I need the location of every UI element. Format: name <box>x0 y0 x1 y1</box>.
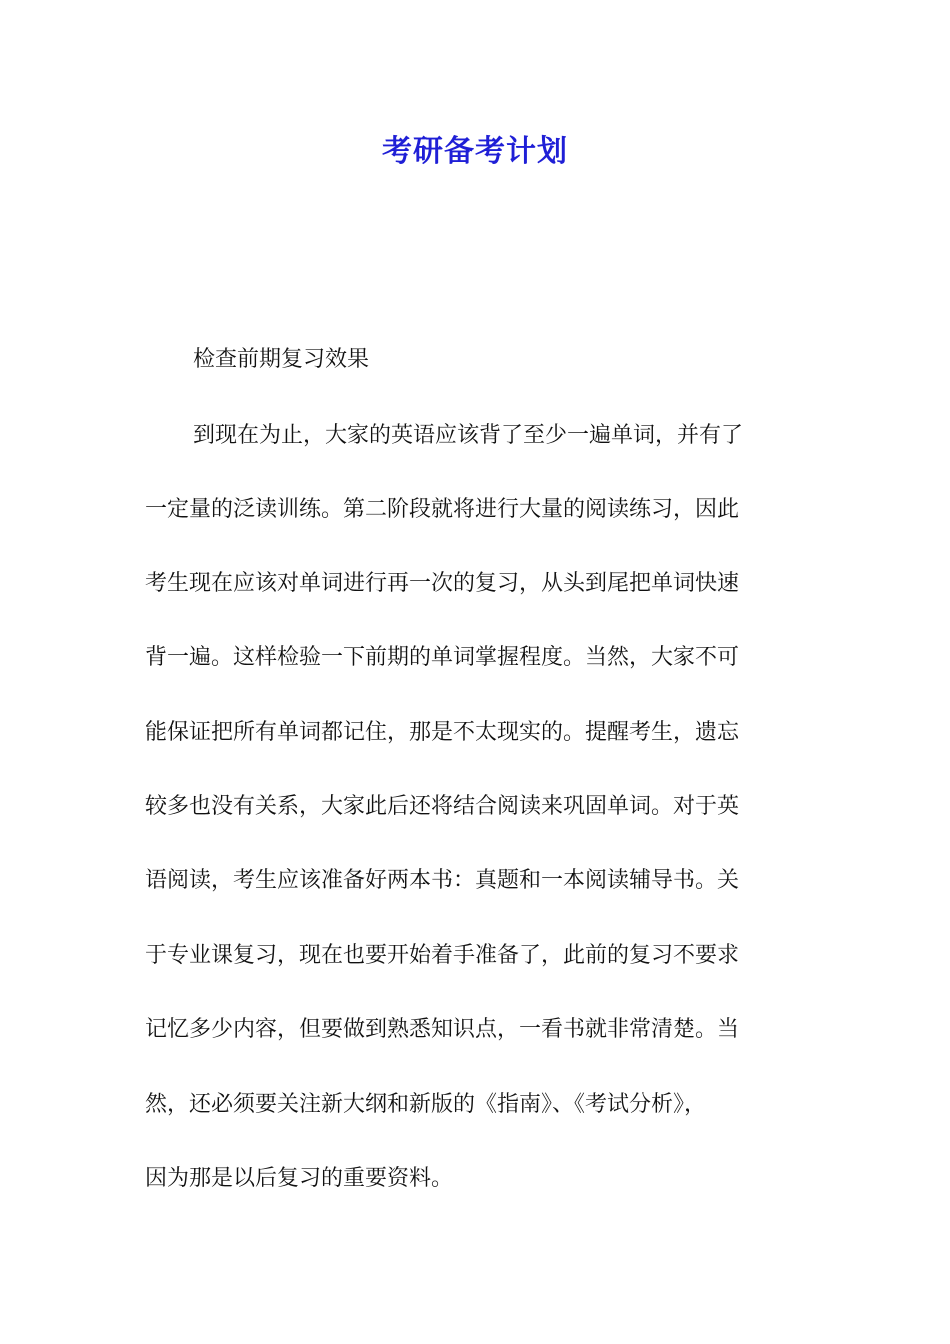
paragraph-line: 语阅读，考生应该准备好两本书：真题和一本阅读辅导书。关 <box>145 868 740 893</box>
paragraph-line: 考生现在应该对单词进行再一次的复习，从头到尾把单词快速 <box>145 571 740 596</box>
paragraph-line: 然，还必须要关注新大纲和新版的《指南》、《考试分析》， <box>145 1092 707 1117</box>
section-heading: 检查前期复习效果 <box>193 347 370 372</box>
paragraph-line: 较多也没有关系，大家此后还将结合阅读来巩固单词。对于英 <box>145 794 740 819</box>
paragraph-line: 一定量的泛读训练。第二阶段就将进行大量的阅读练习，因此 <box>145 497 740 522</box>
paragraph-line: 到现在为止，大家的英语应该背了至少一遍单词，并有了 <box>193 423 744 448</box>
paragraph-line: 因为那是以后复习的重要资料。 <box>145 1166 454 1191</box>
paragraph-line: 记忆多少内容，但要做到熟悉知识点，一看书就非常清楚。当 <box>145 1017 740 1042</box>
document-title: 考研备考计划 <box>382 134 568 169</box>
paragraph-line: 背一遍。这样检验一下前期的单词掌握程度。当然，大家不可 <box>145 645 740 670</box>
paragraph-line: 能保证把所有单词都记住，那是不太现实的。提醒考生，遗忘 <box>145 720 740 745</box>
paragraph-line: 于专业课复习，现在也要开始着手准备了，此前的复习不要求 <box>145 943 740 968</box>
